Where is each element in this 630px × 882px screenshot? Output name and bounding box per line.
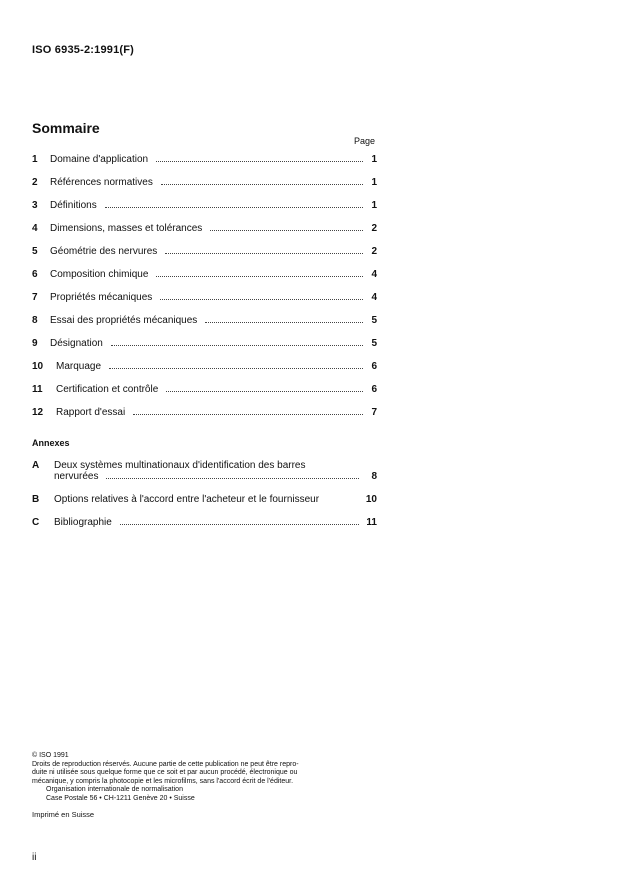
- toc-entry-page: 1: [371, 177, 377, 188]
- toc-leader-dots: [210, 230, 363, 231]
- toc-entry[interactable]: [32, 269, 377, 280]
- toc-entry-number: 6: [32, 269, 38, 280]
- toc-entry[interactable]: [32, 177, 377, 188]
- annex-entry[interactable]: [32, 517, 377, 528]
- toc-entry-number: 9: [32, 338, 38, 349]
- toc-entry-title: Certification et contrôle: [56, 384, 159, 395]
- annex-title-block: [54, 460, 377, 482]
- annex-letter: C: [32, 517, 40, 528]
- annex-page: 10: [365, 494, 377, 505]
- toc-entry-page: 2: [371, 223, 377, 234]
- toc-title: Sommaire: [32, 120, 100, 136]
- organization-name: Organisation internationale de normalisation: [46, 786, 183, 793]
- toc-entry-number: 11: [32, 384, 43, 395]
- annex-title: Deux systèmes multinationaux d'identification des barres: [54, 460, 306, 471]
- toc-leader-dots: [133, 414, 363, 415]
- annex-page: 11: [366, 517, 377, 528]
- toc-entry-title: Rapport d'essai: [56, 407, 126, 418]
- toc-entry-title: Définitions: [50, 200, 97, 211]
- toc-entry-number: 12: [32, 407, 44, 418]
- toc-leader-dots: [161, 184, 363, 185]
- toc-entry-page: 7: [371, 407, 377, 418]
- toc-entry[interactable]: [32, 292, 377, 303]
- toc-entry[interactable]: [32, 407, 377, 418]
- toc-entry-title: Composition chimique: [50, 269, 149, 280]
- annex-entry[interactable]: [32, 494, 377, 505]
- toc-entry-title: Domaine d'application: [50, 154, 149, 165]
- annex-title-continued: nervurées: [54, 471, 99, 482]
- toc-leader-dots: [111, 345, 363, 346]
- toc-entry[interactable]: [32, 246, 377, 257]
- annex-letter: B: [32, 494, 40, 505]
- toc-entry[interactable]: [32, 338, 377, 349]
- toc-entry-title: Géométrie des nervures: [50, 246, 158, 257]
- copyright-text: mécanique, y compris la photocopie et les microfilms, sans l'accord écrit de l'éditeur.: [32, 777, 294, 785]
- toc-entry-page: 5: [371, 338, 377, 349]
- toc-entry-title: Références normatives: [50, 177, 153, 188]
- annex-title: Options relatives à l'accord entre l'acheteur et le fournisseur: [54, 494, 320, 505]
- toc-entry-page: 1: [371, 200, 377, 211]
- toc-leader-dots: [205, 322, 363, 323]
- toc-entry-number: 5: [32, 246, 38, 257]
- toc-entry-page: 5: [371, 315, 377, 326]
- toc-leader-dots: [166, 391, 363, 392]
- toc-entry-number: 10: [32, 361, 44, 372]
- toc-entry[interactable]: [32, 154, 377, 165]
- toc-leader-dots: [156, 276, 363, 277]
- copyright-notice: [32, 752, 382, 803]
- toc-entry-page: 1: [371, 154, 377, 165]
- organization-address: Case Postale 56 • CH-1211 Genève 20 • Suisse: [46, 794, 195, 802]
- toc-leader-dots: [156, 161, 363, 162]
- copyright-text: duite ni utilisée sous quelque forme que ce soit et par aucun procédé, électronique ou: [32, 769, 298, 776]
- toc-entry-title: Dimensions, masses et tolérances: [50, 223, 203, 234]
- toc-entry-title: Essai des propriétés mécaniques: [50, 315, 198, 326]
- toc-entry[interactable]: [32, 223, 377, 234]
- toc-entry-page: 6: [371, 361, 377, 372]
- toc-leader-dots: [106, 478, 359, 479]
- annexes-heading: Annexes: [32, 438, 70, 448]
- annex-page: 8: [371, 471, 377, 482]
- toc-entry-page: 2: [371, 246, 377, 257]
- page-number: ii: [32, 852, 37, 863]
- toc-entry-page: 4: [371, 292, 377, 303]
- toc-entry-number: 4: [32, 223, 38, 234]
- annex-title: Bibliographie: [54, 517, 112, 528]
- toc-entry-page: 6: [371, 384, 377, 395]
- toc-entry-number: 8: [32, 315, 38, 326]
- toc-entry-title: Désignation: [50, 338, 103, 349]
- annexes-list: [32, 460, 377, 540]
- toc-entry[interactable]: [32, 315, 377, 326]
- toc-entry-number: 1: [32, 154, 38, 165]
- toc-entry-number: 3: [32, 200, 38, 211]
- toc-entry[interactable]: [32, 361, 377, 372]
- toc-leader-dots: [160, 299, 363, 300]
- toc-leader-dots: [105, 207, 363, 208]
- toc-entry[interactable]: [32, 384, 377, 395]
- copyright-text: Droits de reproduction réservés. Aucune partie de cette publication ne peut être repro-: [32, 760, 299, 768]
- annex-letter: A: [32, 460, 40, 471]
- toc-entry-number: 2: [32, 177, 38, 188]
- toc-entry[interactable]: [32, 200, 377, 211]
- toc-entry-page: 4: [371, 269, 377, 280]
- toc-leader-dots: [165, 253, 363, 254]
- printed-in: Imprimé en Suisse: [32, 810, 95, 819]
- toc-entry-title: Propriétés mécaniques: [50, 292, 153, 303]
- document-reference: ISO 6935-2:1991(F): [32, 44, 135, 56]
- copyright-line: © ISO 1991: [32, 752, 69, 759]
- page-column-label: Page: [354, 136, 376, 146]
- toc-leader-dots: [109, 368, 363, 369]
- annex-entry[interactable]: [32, 460, 377, 482]
- toc-entry-title: Marquage: [56, 361, 102, 372]
- toc-leader-dots: [120, 524, 359, 525]
- table-of-contents: [32, 154, 377, 430]
- toc-entry-number: 7: [32, 292, 38, 303]
